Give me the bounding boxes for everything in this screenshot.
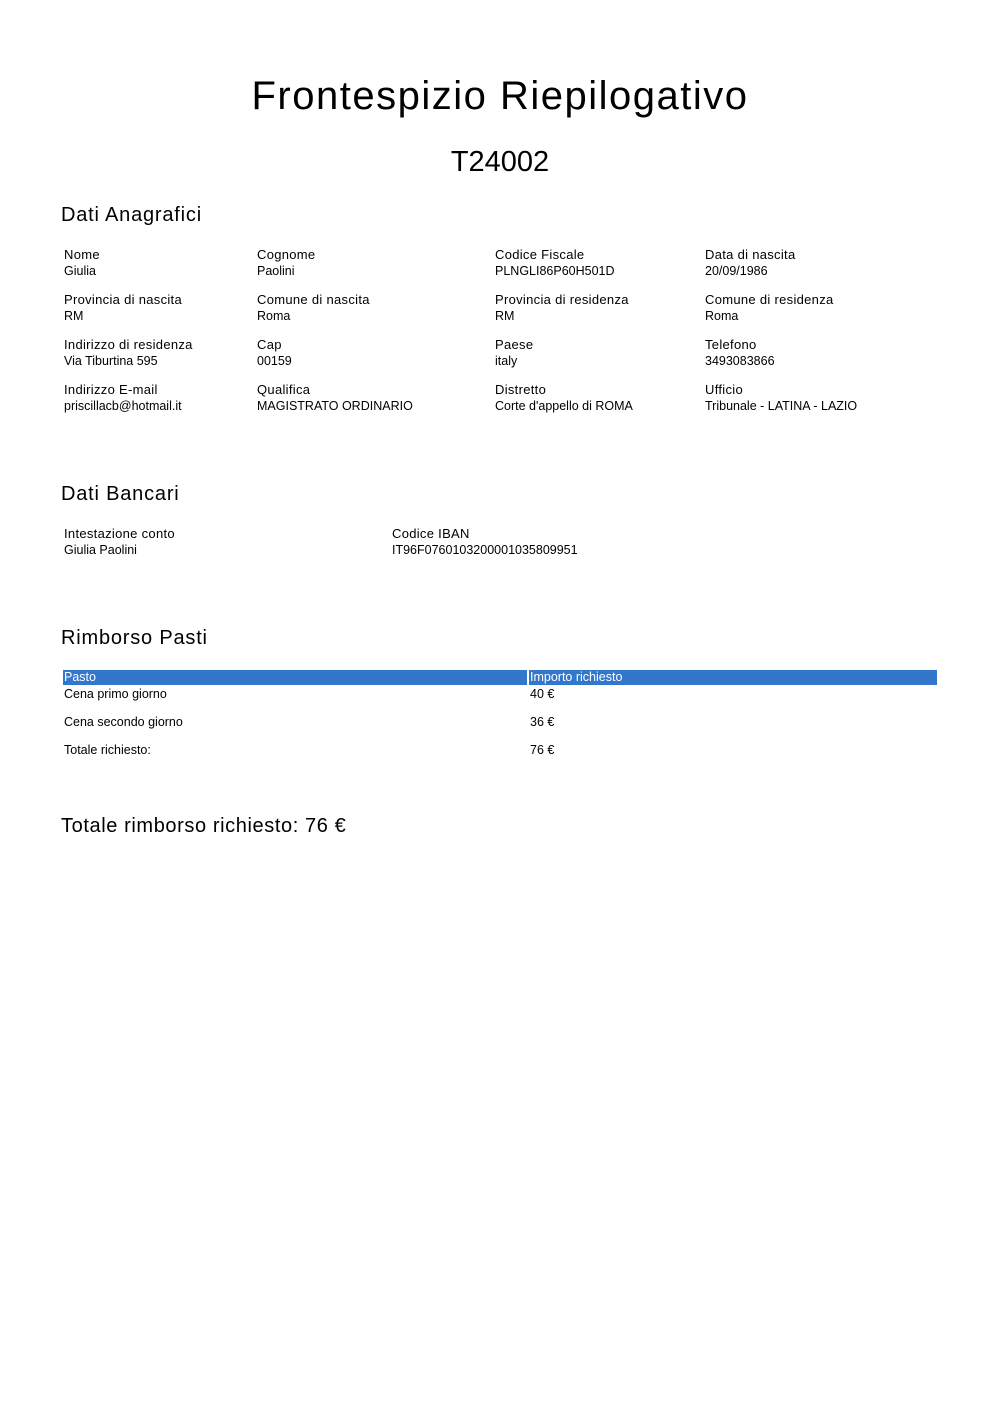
- field-label: Telefono: [705, 337, 757, 352]
- field-label: Paese: [495, 337, 534, 352]
- field-email: [64, 381, 182, 414]
- field-value: Via Tiburtina 595: [64, 354, 158, 368]
- field-comune-nascita: [257, 291, 370, 324]
- document-title: Frontespizio Riepilogativo: [251, 74, 749, 118]
- field-paese: [495, 336, 533, 369]
- field-value: RM: [64, 309, 84, 323]
- section-heading-bancari: Dati Bancari: [61, 483, 180, 505]
- field-ufficio: [705, 381, 857, 414]
- table-cell-pasto: Totale richiesto:: [64, 743, 151, 757]
- field-label: Provincia di nascita: [64, 292, 182, 307]
- field-comune-residenza: [705, 291, 834, 324]
- field-value: 00159: [257, 354, 292, 368]
- field-value: IT96F0760103200001035809951: [392, 543, 578, 557]
- table-cell-importo: 40 €: [530, 687, 555, 701]
- field-data-nascita: [705, 246, 796, 279]
- field-telefono: [705, 336, 775, 369]
- table-cell-pasto: Cena primo giorno: [64, 687, 167, 701]
- field-qualifica: [257, 381, 413, 414]
- field-nome: [64, 246, 100, 279]
- table-cell-pasto: Cena secondo giorno: [64, 715, 183, 729]
- table-cell-importo: 76 €: [530, 743, 555, 757]
- field-label: Codice IBAN: [392, 526, 470, 541]
- field-label: Nome: [64, 247, 100, 262]
- table-header: [63, 670, 937, 685]
- field-codice-fiscale: [495, 246, 615, 279]
- field-label: Intestazione conto: [64, 526, 175, 541]
- field-value: priscillacb@hotmail.it: [64, 399, 182, 413]
- field-label: Comune di nascita: [257, 292, 370, 307]
- field-value: 3493083866: [705, 354, 775, 368]
- field-value: Tribunale - LATINA - LAZIO: [705, 399, 858, 413]
- field-value: Corte d'appello di ROMA: [495, 399, 633, 413]
- column-header-pasto: Pasto: [63, 670, 527, 685]
- field-label: Ufficio: [705, 382, 743, 397]
- field-cap: [257, 336, 292, 369]
- field-value: Roma: [705, 309, 739, 323]
- field-value: RM: [495, 309, 515, 323]
- table-cell-importo: 36 €: [530, 715, 555, 729]
- section-heading-pasti: Rimborso Pasti: [61, 627, 208, 649]
- field-provincia-residenza: [495, 291, 629, 324]
- column-header-importo: Importo richiesto: [529, 670, 937, 685]
- total-reimbursement: Totale rimborso richiesto: 76 €: [61, 815, 347, 837]
- field-value: Giulia Paolini: [64, 543, 137, 557]
- field-codice-iban: [392, 525, 578, 558]
- document-code: T24002: [450, 146, 550, 178]
- field-label: Comune di residenza: [705, 292, 834, 307]
- field-cognome: [257, 246, 315, 279]
- field-label: Codice Fiscale: [495, 247, 585, 262]
- field-label: Indirizzo di residenza: [64, 337, 193, 352]
- field-value: 20/09/1986: [705, 264, 768, 278]
- field-value: MAGISTRATO ORDINARIO: [257, 399, 413, 413]
- field-label: Provincia di residenza: [495, 292, 629, 307]
- field-value: Giulia: [64, 264, 96, 278]
- field-value: Paolini: [257, 264, 295, 278]
- field-value: Roma: [257, 309, 291, 323]
- field-distretto: [495, 381, 633, 414]
- field-value: italy: [495, 354, 518, 368]
- field-value: PLNGLI86P60H501D: [495, 264, 615, 278]
- field-intestazione-conto: [64, 525, 175, 558]
- field-label: Cognome: [257, 247, 316, 262]
- field-label: Indirizzo E-mail: [64, 382, 158, 397]
- field-label: Cap: [257, 337, 282, 352]
- field-label: Distretto: [495, 382, 547, 397]
- field-label: Data di nascita: [705, 247, 796, 262]
- field-indirizzo-residenza: [64, 336, 193, 369]
- field-label: Qualifica: [257, 382, 311, 397]
- section-heading-anagrafici: Dati Anagrafici: [61, 204, 202, 226]
- field-provincia-nascita: [64, 291, 182, 324]
